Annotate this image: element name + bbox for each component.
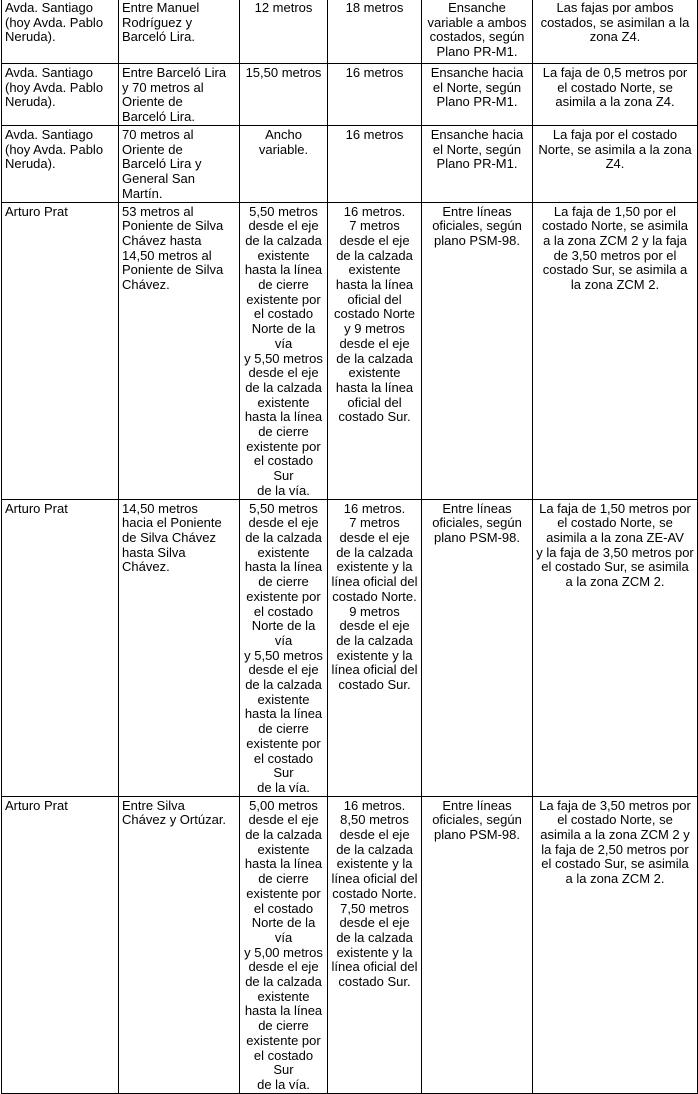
cell-ensanche: Ensanche hacia el Norte, según Plano PR-M1. <box>422 126 533 203</box>
cell-ancho-existente: 5,50 metros desde el eje de la calzada existente hasta la línea de cierre existente por el costado Norte de la vía y 5,50 metros desde el eje de la calzada existente hasta la línea de cierre existente por el costado Sur de la vía. <box>240 202 328 499</box>
cell-via: Avda. Santiago (hoy Avda. Pablo Neruda). <box>2 0 119 64</box>
cell-zona: La faja de 1,50 por el costado Norte, se asimila a la zona ZCM 2 y la faja de 3,50 metros por el costado Sur, se asimila a la zona ZCM 2. <box>533 202 698 499</box>
table-row <box>2 499 698 796</box>
cell-zona: La faja por el costado Norte, se asimila a la zona Z4. <box>533 126 698 203</box>
cell-tramo: 53 metros al Poniente de Silva Chávez hasta 14,50 metros al Poniente de Silva Chávez. <box>119 202 240 499</box>
cell-tramo: Entre Manuel Rodríguez y Barceló Lira. <box>119 0 240 64</box>
cell-zona: La faja de 3,50 metros por el costado Norte, se asimila a la zona ZCM 2 y la faja de 2,50 metros por el costado Sur, se asimila a la zona ZCM 2. <box>533 796 698 1093</box>
table-row <box>2 64 698 126</box>
cell-ancho-proyectado: 16 metros. 8,50 metros desde el eje de la calzada existente y la línea oficial del costado Norte. 7,50 metros desde el eje de la calzada existente y la línea oficial del costado Sur. <box>328 796 422 1093</box>
cell-via: Arturo Prat <box>2 796 119 1093</box>
cell-ensanche: Entre líneas oficiales, según plano PSM-98. <box>422 796 533 1093</box>
cell-via: Avda. Santiago (hoy Avda. Pablo Neruda). <box>2 126 119 203</box>
cell-ancho-existente: 5,00 metros desde el eje de la calzada existente hasta la línea de cierre existente por el costado Norte de la vía y 5,00 metros desde el eje de la calzada existente hasta la línea de cierre existente por el costado Sur de la vía. <box>240 796 328 1093</box>
cell-tramo: 14,50 metros hacia el Poniente de Silva Chávez hasta Silva Chávez. <box>119 499 240 796</box>
cell-tramo: Entre Silva Chávez y Ortúzar. <box>119 796 240 1093</box>
cell-ancho-existente: 15,50 metros <box>240 64 328 126</box>
cell-via: Arturo Prat <box>2 499 119 796</box>
cell-ancho-proyectado: 18 metros <box>328 0 422 64</box>
table-row <box>2 0 698 64</box>
cell-zona: Las fajas por ambos costados, se asimilan a la zona Z4. <box>533 0 698 64</box>
cell-ensanche: Entre líneas oficiales, según plano PSM-98. <box>422 499 533 796</box>
cell-zona: La faja de 1,50 metros por el costado Norte, se asimila a la zona ZE-AV y la faja de 3,50 metros por el costado Sur, se asimila a la zona ZCM 2. <box>533 499 698 796</box>
cell-zona: La faja de 0,5 metros por el costado Norte, se asimila a la zona Z4. <box>533 64 698 126</box>
table-row <box>2 126 698 203</box>
cell-ancho-proyectado: 16 metros. 7 metros desde el eje de la calzada existente y la línea oficial del costado Norte. 9 metros desde el eje de la calzada existente y la línea oficial del costado Sur. <box>328 499 422 796</box>
cell-ancho-proyectado: 16 metros. 7 metros desde el eje de la calzada existente hasta la línea oficial del costado Norte y 9 metros desde el eje de la calzada existente hasta la línea oficial del costado Sur. <box>328 202 422 499</box>
cell-ancho-proyectado: 16 metros <box>328 64 422 126</box>
cell-ancho-proyectado: 16 metros <box>328 126 422 203</box>
cell-ancho-existente: Ancho variable. <box>240 126 328 203</box>
cell-ancho-existente: 5,50 metros desde el eje de la calzada existente hasta la línea de cierre existente por el costado Norte de la vía y 5,50 metros desde el eje de la calzada existente hasta la línea de cierre existente por el costado Sur de la vía. <box>240 499 328 796</box>
cell-via: Avda. Santiago (hoy Avda. Pablo Neruda). <box>2 64 119 126</box>
cell-ancho-existente: 12 metros <box>240 0 328 64</box>
cell-ensanche: Entre líneas oficiales, según plano PSM-98. <box>422 202 533 499</box>
cell-tramo: 70 metros al Oriente de Barceló Lira y General San Martín. <box>119 126 240 203</box>
cell-ensanche: Ensanche variable a ambos costados, según Plano PR-M1. <box>422 0 533 64</box>
cell-ensanche: Ensanche hacia el Norte, según Plano PR-M1. <box>422 64 533 126</box>
street-widening-table <box>1 0 698 1094</box>
cell-via: Arturo Prat <box>2 202 119 499</box>
table-row <box>2 796 698 1093</box>
table-row <box>2 202 698 499</box>
cell-tramo: Entre Barceló Lira y 70 metros al Oriente de Barceló Lira. <box>119 64 240 126</box>
